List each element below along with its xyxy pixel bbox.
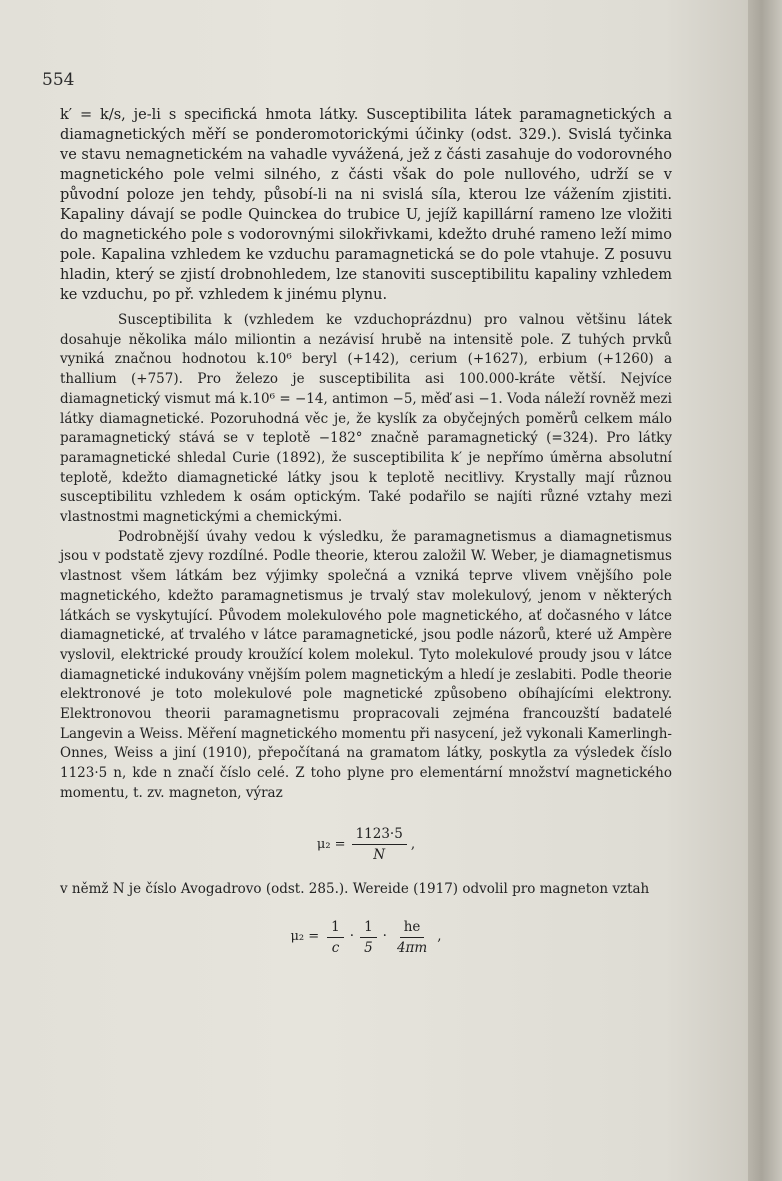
formula-wereide-dot-1: · — [349, 928, 355, 945]
small-print-section — [60, 311, 672, 965]
formula-wereide-f3-numerator: he — [400, 917, 425, 938]
book-spine-shadow — [748, 0, 782, 1181]
formula-wereide-f1-numerator: 1 — [327, 917, 344, 938]
paragraph-susceptibility-values: Susceptibilita k (vzhledem ke vzduchoprázdnu) pro valnou většinu látek dosahuje několika málo miliontin a nezávisí hrubě na intensitě pole. Z tuhých prvků vyniká značnou hodnotou k.10⁶ beryl (+142), cerium (+1627), erbium (+1260) a thallium (+757). Pro železo je susceptibilita asi 100.000-kráte větší. Nejvíce diamagnetický vismut má k.10⁶ = −14, antimon −5, měď asi −1. Voda náleží rovněž mezi látky diamagnetické. Pozoruhodná věc je, že kyslík za obyčejných poměrů celkem málo paramagnetický stává se v teplotě −182° značně paramagnetický (=324). Pro látky paramagnetické shledal Curie (1892), že susceptibilita k′ je nepřímo úměrna absolutní teplotě, kdežto diamagnetické látky jsou k teplotě necitlivy. Krystally mají různou susceptibilitu vzhledem k osám optickým. Také podařilo se najíti různé vztahy mezi vlastnostmi magnetickými a chemickými. — [60, 312, 672, 526]
formula-magneton-fraction — [352, 824, 407, 865]
paragraph-measurement: k′ = k/s, je-li s specifická hmota látky. Susceptibilita látek paramagnetických a diamagnetických měří se ponderomotorickými účinky (odst. 329.). Svislá tyčinka ve stavu nemagnetickém na vahadle vyvážená, jež z části zasahuje do vodorovného magnetického pole velmi silného, z části však do pole nullového, udrží se v původní poloze jen tehdy, působí-li na ni svislá síla, kterou lze vážením zjistiti. Kapaliny dávají se podle Quinckea do trubice U, jejíž kapillární rameno lze vložiti do magnetického pole s vodorovnými silokřivkami, kdežto druhé rameno leží mimo pole. Kapalina vzhledem ke vzduchu paramagnetická se do pole vtahuje. Z posuvu hladin, který se zjistí drobnohledem, lze stanoviti susceptibilitu kapaliny vzhledem ke vzduchu, po př. vzhledem k jinému plynu. — [60, 107, 672, 303]
formula-wereide-fraction-2 — [360, 917, 377, 958]
formula-wereide-f2-denominator: 5 — [364, 939, 373, 956]
formula-wereide-dot-2: · — [382, 928, 387, 945]
formula-magneton-tail: , — [410, 835, 416, 852]
paragraph-avogadro: v němž N je číslo Avogadrovo (odst. 285.). Wereide (1917) odvolil pro magneton vztah — [60, 880, 650, 897]
formula-wereide-f1-denominator: c — [331, 939, 340, 956]
page-body — [60, 105, 672, 971]
formula-magneton — [60, 818, 672, 872]
formula-wereide-f3-denominator: 4πm — [396, 939, 428, 956]
formula-wereide-fraction-3 — [393, 917, 431, 958]
formula-wereide — [60, 909, 672, 965]
formula-wereide-lhs: μ₂ = — [290, 929, 320, 945]
formula-wereide-fraction-1 — [327, 917, 344, 958]
formula-magneton-denominator: N — [373, 847, 386, 864]
formula-wereide-f2-numerator: 1 — [360, 917, 377, 938]
paragraph-theory: Podrobnější úvahy vedou k výsledku, že paramagnetismus a diamagnetismus jsou v podstatě zjevy rozdílné. Podle theorie, kterou založil W. Weber, je diamagnetismus vlastnost všem látkám bez výjimky společná a vzniká teprve vlivem vnějšího pole magnetického, kdežto paramagnetismus je trvalý stav molekulový, jenom v některých látkách se vyskytující. Původem molekulového pole magnetického, ať dočasného v látce diamagnetické, ať trvalého v látce paramagnetické, jsou podle názorů, které už Ampère vyslovil, elektrické proudy kroužící kolem molekul. Tyto molekulové proudy jsou v látce diamagnetické indukovány vnějším polem magnetickým a hledí je zeslabiti. Podle theorie elektronové je toto molekulové pole magnetické způsobeno obíhajícími elektrony. Elektronovou theorii paramagnetismu propracovali zejména francouzští badatelé Langevin a Weiss. Měření magnetického momentu při nasycení, jež vykonali Kamerlingh-Onnes, Weiss a jiní (1910), přepočítaná na gramatom látky, poskytla za výsledek číslo 1123·5 n, kde n značí číslo celé. Z toho plyne pro elementární množství magnetického momentu, t. zv. magneton, výraz — [60, 528, 672, 801]
page-number: 554 — [42, 70, 75, 90]
formula-magneton-numerator: 1123·5 — [352, 824, 407, 845]
formula-magneton-lhs: μ₂ = — [316, 836, 346, 852]
formula-wereide-tail: , — [437, 928, 442, 945]
